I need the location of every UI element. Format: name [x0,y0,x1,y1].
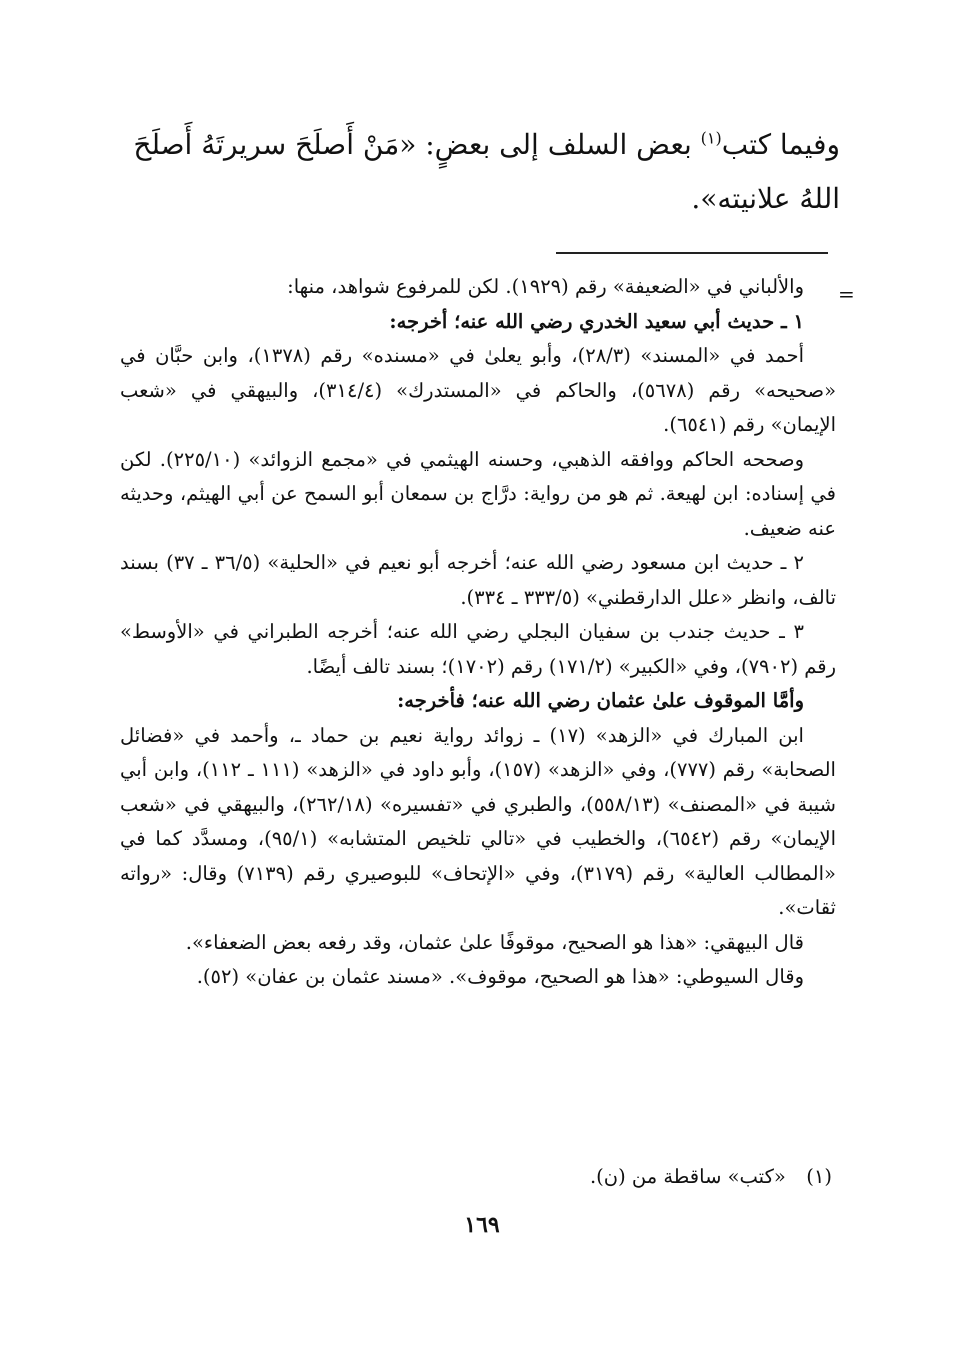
note-heading: ١ ـ حديث أبي سعيد الخدري رضي الله عنه؛ أخرجه: [389,309,804,333]
note-paragraph: ابن المبارك في «الزهد» (١٧) ـ زوائد رواية نعيم بن حماد ـ، وأحمد في «فضائل الصحابة» رقم (٧٧٧)، وفي «الزهد» (١٥٧)، وأبو داود في «الزهد» (١١١ ـ ١١٢)، وابن أبي شيبة في «المصنف» (٥٥٨/١٣)، والطبري في «تفسيره» (٢٦٢/١٨)، والبيهقي في «شعب الإيمان» رقم (٦٥٤٢)، والخطيب في «تالي تلخيص المتشابه» (٩٥/١)، ومسدَّد كما في «المطالب العالية» رقم (٣١٧٩)، وفي «الإتحاف» للبوصيري رقم (٧١٣٩) وقال: «رواته ثقات». [120,723,836,919]
note-paragraph: ٢ ـ حديث ابن مسعود رضي الله عنه؛ أخرجه أبو نعيم في «الحلية» (٣٦/٥ ـ ٣٧) بسند تالف، وانظر «علل الدارقطني» (٣٣٣/٥ ـ ٣٣٤). [120,551,836,609]
note-paragraph: وصححه الحاكم ووافقه الذهبي، وحسنه الهيثمي في «مجمع الزوائد» (٢٢٥/١٠). لكن في إسناده: ابن لهيعة. ثم هو من رواية: درَّاج بن سمعان أبو السمح عن أبي الهيثم، وحديثه عنه ضعيف. [120,447,836,540]
footnote-separator [556,252,828,254]
footnote-text: «كتب» ساقطة من (ن). [589,1165,786,1188]
footnote-1 [120,1160,832,1194]
main-text-part: وفيما كتب [721,128,840,161]
page-number: ١٦٩ [464,1212,500,1238]
footnote-reference: (١) [700,128,722,148]
note-paragraph: أحمد في «المسند» (٢٨/٣)، وأبو يعلىٰ في «مسنده» رقم (١٣٧٨)، وابن حبَّان في «صحيحه» رقم (٥٦٧٨)، والحاكم في «المستدرك» (٣١٤/٤)، والبيهقي في «شعب الإيمان» رقم (٦٥٤١). [120,344,837,436]
footnote-number: (١) [806,1165,832,1188]
continuation-marker: = [838,282,855,306]
main-text-part: بعض السلف إلى بعضٍ: «مَنْ أَصلَحَ سريرتَهُ أَصلَحَ [133,128,701,161]
footnote-continuation [120,270,836,995]
note-paragraph: قال البيهقي: «هذا هو الصحيح، موقوفًا علىٰ عثمان، وقد رفعه بعض الضعفاء». [185,930,804,954]
main-text-line-2: اللهُ علانيته». [691,182,840,215]
note-paragraph: والألباني في «الضعيفة» رقم (١٩٢٩). لكن للمرفوع شواهد، منها: [287,275,804,298]
main-text-line-1 [128,118,840,172]
note-paragraph: ٣ ـ حديث جندب بن سفيان البجلي رضي الله عنه؛ أخرجه الطبراني في «الأوسط» رقم (٧٩٠٢)، وفي «الكبير» (١٧١/٢) رقم (١٧٠٢)؛ بسند تالف أيضًا. [120,620,836,678]
note-paragraph: وقال السيوطي: «هذا هو الصحيح، موقوف». «مسند عثمان بن عفان» (٥٢). [196,965,804,988]
main-text [128,118,840,226]
note-heading: وأمَّا الموقوف علىٰ عثمان رضي الله عنه؛ فأخرجه: [397,689,804,712]
